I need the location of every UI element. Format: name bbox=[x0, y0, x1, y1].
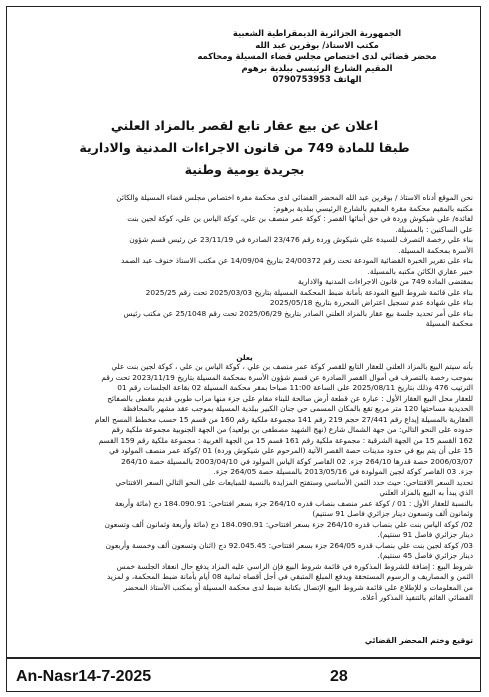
legal-article-title: طبقا للمادة 749 من قانون الاجراءات المدنية والادارية bbox=[79, 140, 410, 155]
preamble-line: لفائدة/ علي شيكوش وردة في حق أبنائها القصر : كوكة عمر منصف بن علي، كوكة الياس بن علي، كوكة لجين بنت bbox=[127, 214, 473, 223]
sale-detail-line: للعقار محل البيع العقار الأول : عبارة عن قطعة أرض صالحة للبناء مقام على جزء منها مراب طوبي قديم مغطى بالصفائح bbox=[107, 393, 473, 403]
sale-detail-line: بموجب رخصة بالتصرف في أموال القصر الصادرة عن قسم شؤون الأسرة بمحكمة المسيلة بتاريخ 2023/11/19 تحت رقم bbox=[101, 372, 473, 382]
sale-detail-line: الذي يبدأ به البيع بالمزاد العلني bbox=[379, 488, 473, 497]
sale-detail-line: دينار جزائري فاصل 45 سنتيم). bbox=[377, 551, 473, 560]
sale-details-section bbox=[16, 362, 473, 604]
publication-date: An-Nasr14-7-2025 bbox=[16, 668, 152, 685]
sale-detail-line: القضائي القائم بالتنفيذ المذكور أعلاه. bbox=[360, 593, 473, 602]
sale-detail-line: 162 القسم 15 من الجهة الشرقية : مجموعة ملكية رقم 161 قسم 15 من الجهة الغربية : مجموعة ملكية رقم 159 القسم bbox=[98, 435, 473, 445]
sale-detail-line: دينار جزائري فاصل 91 سنتيم). bbox=[377, 530, 473, 539]
sale-detail-line: 2006/03/07 حصة قدرها 264/10 جزء. 02 القاصر كوكة الياس المولود في 2003/04/10 بالمسيلة حصة 264/10 bbox=[121, 456, 473, 466]
sale-detail-line: بأنه سيتم البيع بالمزاد العلني للعقار التابع للقصر كوكة عمر منصف بن علي ، كوكة الياس بن علي ، كوكة لجين بنت علي bbox=[111, 362, 473, 371]
header-line: مكتب الاستاذ/ بوقرين عبد الله bbox=[255, 39, 379, 50]
sale-detail-line: الثمن و المصاريف و الرسوم المستحقة ويدفع المبلغ المتبقي في أجل أقصاه ثمانية 08 أيام بأمانة ضبط المحكمة، و لمزيد bbox=[106, 572, 473, 581]
preamble-line: نحن الموقع أدناه الاستاذ / بوقرين عبد الله المحضر القضائي لدى محكمة مقرة اختصاص مجلس قضاء المسيلة والكائن bbox=[116, 193, 473, 202]
header-line: الهاتف 0790753953 bbox=[272, 74, 362, 85]
preamble-line: الأسرة بمحكمة المسيلة. bbox=[398, 245, 473, 255]
preamble-line: بناء علي رخصة التصرف للسيدة علي شيكوش وردة رقم 23/476 الصادرة في 23/11/19 عن رئيس قسم شؤون bbox=[129, 235, 473, 244]
preamble-line: محكمة المسيلة bbox=[425, 319, 473, 328]
announcement-title: اعلان عن بيع عقار تابع لقصر بالمزاد العلني bbox=[110, 118, 379, 133]
signature-line: توقيع وختم المحضر القضائي bbox=[364, 636, 473, 645]
sale-detail-line: 15 على أن يتم بيع في حدود مدينات حصة القصر الآتية (المرحوم علي شيكوش وردة) 01 /كوكة عمر منصف المولود في bbox=[109, 446, 473, 455]
preamble-line: بمقتضى المادة 749 من قانون الاجراءات المدنية والادارية bbox=[297, 277, 473, 286]
sale-detail-line: 03/ كوكة لجين بنت علي بنصاب قدره 264/05 جزء بسعر افتتاحي: 92.045.45 دج (اثنان وتسعون ألف وخمسة وأربعون bbox=[105, 540, 473, 550]
sale-detail-line: الحديدية مساحتها 120 متر مربع تقع بالمكان المسمى حي جنان الكبير ببلدية المسيلة بموجب عقد مشهر بالمحافظة bbox=[122, 404, 473, 413]
sale-detail-line: جزء. 03 القاصر كوكة لجين المولودة في 2013/05/16 بالمسيلة حصة 264/05 جزء. bbox=[213, 467, 473, 476]
sale-detail-line: من المعلومات و للإطلاع على قائمة شروط البيع الإتصال بكتابة ضبط لدى محكمة المسيلة أو بمكتب الأستاذ المحضر bbox=[123, 582, 473, 592]
header-line: الجمهورية الجزائرية الديمقراطية الشعبية bbox=[232, 28, 402, 38]
preamble-section bbox=[16, 193, 473, 330]
sale-detail-line: شروط البيع : إضافة للشروط المذكورة في قائمة شروط البيع فإن الراسي عليه المزاد يدفع حال انعقاد الجلسة خمس bbox=[116, 561, 473, 571]
sale-detail-line: بالنسبة للعقار الأول : 01 / كوكة عمر منصف بنصاب قدره 264/10 جزء بسعر افتتاحي: 184.090.91 دج (مائة وأربعة bbox=[114, 498, 473, 508]
header-line: المقيم الشارع الرئيسي ببلدية برهوم bbox=[241, 62, 393, 73]
sale-detail-line: وثمانون ألف وتسعون دينار جزائري فاصل 91 سنتيم) bbox=[312, 509, 473, 518]
header-line: محضر قضائي لدى اختصاص مجلس قضاء المسيلة ومحاكمه bbox=[197, 51, 437, 62]
bailiff-header bbox=[167, 28, 467, 86]
sale-detail-line: تحديد السعر الافتتاحي: حيث حدد الثمن الأساسي وستفتح المزايدة بالنسبة للمبايعات على النحو التالي السعر الافتتاحي bbox=[115, 477, 473, 487]
preamble-line: بناء على تقرير الخبرة القضائية المودعة تحت رقم 24/00372 بتاريخ 14/09/04 عن مكتب الاستاذ خنوف عبد الصمد bbox=[120, 256, 473, 265]
preamble-line: مكتبه بالمقيم محكمة مقرة المقيم بالشارع الرئيسي ببلدية برهوم: bbox=[273, 203, 473, 213]
sale-detail-line: الترتيب 476 وذلك بتاريخ 2025/08/11 على الساعة 11:00 صباحا بمقر محكمة المسيلة 02 بقاعة الجلسات رقم 01 bbox=[117, 383, 473, 392]
preamble-line: بناء على قائمة شروط البيع المودعة بأمانة ضبط المحكمة المسيلة بتاريخ 2025/03/03 تحت رقم 2025/25 bbox=[145, 287, 473, 297]
sale-detail-line: 02/ كوكة الياس بنت علي بنصاب قدره 264/10 جزء بسعر افتتاحي: 184.090.91 دج (مائة وأربعة وثمانون ألف وتسعون bbox=[104, 519, 473, 529]
preamble-line: بناء على شهادة عدم تسجيل اعتراض المحررة بتاريخ 2025/05/18 bbox=[269, 298, 473, 307]
preamble-line: خبير عقاري الكائن مكتبه بالمسيلة. bbox=[367, 266, 473, 276]
page-number: 28 bbox=[330, 668, 348, 685]
preamble-line: علي الساكنين : بالمسيلة. bbox=[395, 224, 473, 234]
announce-label: يعلن bbox=[236, 353, 253, 362]
sale-detail-line: العقارية بالمسيلة إيداع رقم 27/441 حجم 219 رقم 141 مجموعة ملكية رقم 160 من قسم 15 حسب مخطط المسح العام bbox=[94, 414, 473, 424]
sale-detail-line: حدوده على النحو التالي: من جهة الشمال شارع (نهج الشهيد مصطفى بن بولعيد) من الجهة الجنوبية مجموعة ملكية رقم bbox=[111, 425, 473, 434]
preamble-line: بناء على أمر تحديد جلسة بيع عقار بالمزاد العلني الصادر بتاريخ 2025/06/29 تحت رقم 25/1048 عن مكتب رئيس bbox=[123, 308, 473, 318]
newspaper-subtitle: بجريدة يومية وطنية bbox=[184, 162, 305, 177]
